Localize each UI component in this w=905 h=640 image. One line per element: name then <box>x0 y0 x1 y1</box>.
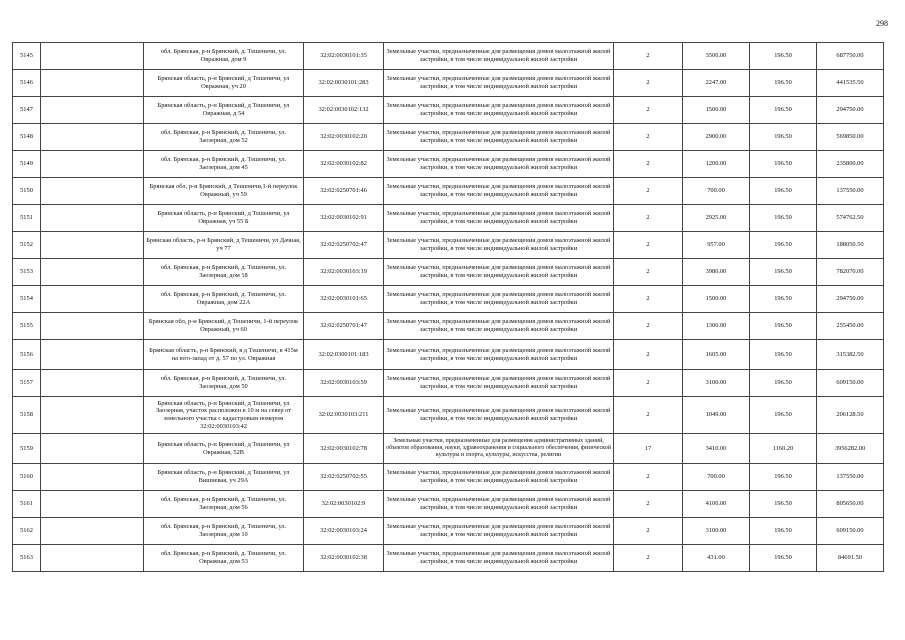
cadastral-value-cell: 84691.50 <box>817 545 884 572</box>
table-row <box>13 313 884 340</box>
address-cell: Брянская область, р-н Брянский, д Тешеничи, ул Вишневая, уч 29А <box>144 464 304 491</box>
cadastral-number-cell: 32:02:0030102:82 <box>304 151 384 178</box>
use-group-cell: 2 <box>614 97 683 124</box>
use-group-cell: 2 <box>614 70 683 97</box>
land-use-cell: Земельные участки, предназначенные для размещения домов малоэтажной жилой застройки, в том числе индивидуальной жилой застройки <box>384 340 614 370</box>
specific-value-cell: 196.50 <box>750 464 817 491</box>
table-row <box>13 232 884 259</box>
land-use-cell: Земельные участки, предназначенные для размещения домов малоэтажной жилой застройки, в том числе индивидуальной жилой застройки <box>384 232 614 259</box>
cadastral-value-cell: 294750.00 <box>817 286 884 313</box>
use-group-cell: 2 <box>614 43 683 70</box>
use-group-cell: 2 <box>614 518 683 545</box>
specific-value-cell: 196.50 <box>750 205 817 232</box>
land-use-cell: Земельные участки, предназначенные для размещения домов малоэтажной жилой застройки, в том числе индивидуальной жилой застройки <box>384 370 614 397</box>
specific-value-cell: 196.50 <box>750 491 817 518</box>
land-use-cell: Земельные участки, предназначенные для размещения домов малоэтажной жилой застройки, в том числе индивидуальной жилой застройки <box>384 286 614 313</box>
table-body <box>13 43 884 572</box>
record-number-cell: 5158 <box>13 397 41 434</box>
record-number-cell: 5149 <box>13 151 41 178</box>
specific-value-cell: 196.50 <box>750 70 817 97</box>
table-row <box>13 370 884 397</box>
table-row <box>13 286 884 313</box>
record-number-cell: 5145 <box>13 43 41 70</box>
land-use-cell: Земельные участки, предназначенные для размещения домов малоэтажной жилой застройки, в том числе индивидуальной жилой застройки <box>384 464 614 491</box>
use-group-cell: 2 <box>614 313 683 340</box>
record-number-cell: 5147 <box>13 97 41 124</box>
land-use-cell: Земельные участки, предназначенные для размещения домов малоэтажной жилой застройки, в том числе индивидуальной жилой застройки <box>384 259 614 286</box>
blank-cell <box>41 178 144 205</box>
address-cell: обл. Брянская, р-н Брянский, д. Тешеничи, ул. Заозерная, дом 18 <box>144 259 304 286</box>
table-row <box>13 70 884 97</box>
record-number-cell: 5150 <box>13 178 41 205</box>
area-cell: 3500.00 <box>683 43 750 70</box>
land-use-cell: Земельные участки, предназначенные для размещения домов малоэтажной жилой застройки, в том числе индивидуальной жилой застройки <box>384 313 614 340</box>
address-cell: Брянская область, р-н Брянский, д Тешеничи, ул Овражная, уч 20 <box>144 70 304 97</box>
use-group-cell: 2 <box>614 464 683 491</box>
area-cell: 1300.00 <box>683 313 750 340</box>
record-number-cell: 5160 <box>13 464 41 491</box>
cadastral-number-cell: 32:02:0250702:55 <box>304 464 384 491</box>
use-group-cell: 2 <box>614 340 683 370</box>
cadastral-value-cell: 235800.00 <box>817 151 884 178</box>
table-row <box>13 124 884 151</box>
area-cell: 957.00 <box>683 232 750 259</box>
table-row <box>13 518 884 545</box>
record-number-cell: 5151 <box>13 205 41 232</box>
blank-cell <box>41 464 144 491</box>
blank-cell <box>41 545 144 572</box>
table-row <box>13 340 884 370</box>
cadastral-value-cell: 137550.00 <box>817 464 884 491</box>
land-use-cell: Земельные участки, предназначенные для размещения домов малоэтажной жилой застройки, в том числе индивидуальной жилой застройки <box>384 518 614 545</box>
area-cell: 431.00 <box>683 545 750 572</box>
record-number-cell: 5155 <box>13 313 41 340</box>
specific-value-cell: 196.50 <box>750 340 817 370</box>
use-group-cell: 2 <box>614 397 683 434</box>
address-cell: обл. Брянская, р-н Брянский, д. Тешеничи, ул. Овражная, дом 22А <box>144 286 304 313</box>
cadastral-value-cell: 294750.00 <box>817 97 884 124</box>
blank-cell <box>41 43 144 70</box>
table-row <box>13 178 884 205</box>
land-use-cell: Земельные участки, предназначенные для размещения административных зданий, объектов образования, науки, здравоохранения и социального обеспечения, физической культуры и спорта, культуры, искусства, религии <box>384 434 614 464</box>
blank-cell <box>41 97 144 124</box>
blank-cell <box>41 491 144 518</box>
use-group-cell: 17 <box>614 434 683 464</box>
blank-cell <box>41 151 144 178</box>
table-row <box>13 97 884 124</box>
cadastral-number-cell: 32:02:0030103:211 <box>304 397 384 434</box>
cadastral-value-cell: 188050.50 <box>817 232 884 259</box>
cadastral-number-cell: 32:02:0250701:47 <box>304 313 384 340</box>
blank-cell <box>41 259 144 286</box>
cadastral-value-cell: 569850.00 <box>817 124 884 151</box>
cadastral-value-cell: 609150.00 <box>817 518 884 545</box>
area-cell: 700.00 <box>683 464 750 491</box>
land-use-cell: Земельные участки, предназначенные для размещения домов малоэтажной жилой застройки, в том числе индивидуальной жилой застройки <box>384 545 614 572</box>
area-cell: 700.00 <box>683 178 750 205</box>
cadastral-value-cell: 206128.50 <box>817 397 884 434</box>
blank-cell <box>41 205 144 232</box>
cadastral-value-cell: 441535.50 <box>817 70 884 97</box>
land-registry-table <box>12 42 884 572</box>
table-row <box>13 397 884 434</box>
land-use-cell: Земельные участки, предназначенные для размещения домов малоэтажной жилой застройки, в том числе индивидуальной жилой застройки <box>384 151 614 178</box>
cadastral-number-cell: 32:02:0030103:24 <box>304 518 384 545</box>
specific-value-cell: 196.50 <box>750 124 817 151</box>
blank-cell <box>41 313 144 340</box>
land-use-cell: Земельные участки, предназначенные для размещения домов малоэтажной жилой застройки, в том числе индивидуальной жилой застройки <box>384 70 614 97</box>
record-number-cell: 5146 <box>13 70 41 97</box>
specific-value-cell: 196.50 <box>750 178 817 205</box>
cadastral-value-cell: 609150.00 <box>817 370 884 397</box>
address-cell: Брянская область, р-н Брянский, д Тешеничи, ул Заозерная, участок расположен в 10 м на север от земельного участка с кадастровым номером 32:02:0030103:42 <box>144 397 304 434</box>
cadastral-value-cell: 805650.00 <box>817 491 884 518</box>
use-group-cell: 2 <box>614 178 683 205</box>
address-cell: Брянская область, р-н Брянский, в д Тешеничи, в 415м на юго-запад от д. 57 по ул. Овражная <box>144 340 304 370</box>
cadastral-number-cell: 32:02:0030102:38 <box>304 545 384 572</box>
blank-cell <box>41 518 144 545</box>
table-row <box>13 151 884 178</box>
cadastral-number-cell: 32:02:0030102:78 <box>304 434 384 464</box>
blank-cell <box>41 286 144 313</box>
specific-value-cell: 196.50 <box>750 151 817 178</box>
cadastral-number-cell: 32:02:0030101:283 <box>304 70 384 97</box>
use-group-cell: 2 <box>614 259 683 286</box>
cadastral-value-cell: 782070.00 <box>817 259 884 286</box>
table-row <box>13 464 884 491</box>
cadastral-number-cell: 32:02:0030101:65 <box>304 286 384 313</box>
address-cell: Брянская обл, р-н Брянский, д Тешеничи, 1-й переулок Овражный, уч 60 <box>144 313 304 340</box>
cadastral-number-cell: 32:02:0030101:35 <box>304 43 384 70</box>
use-group-cell: 2 <box>614 124 683 151</box>
address-cell: обл. Брянская, р-н Брянский, д. Тешеничи, ул. Заозерная, дом 56 <box>144 491 304 518</box>
specific-value-cell: 196.50 <box>750 286 817 313</box>
specific-value-cell: 196.50 <box>750 545 817 572</box>
table-row <box>13 434 884 464</box>
specific-value-cell: 196.50 <box>750 43 817 70</box>
address-cell: обл. Брянская, р-н Брянский, д. Тешеничи, ул. Заозерная, дом 50 <box>144 370 304 397</box>
record-number-cell: 5162 <box>13 518 41 545</box>
table-row <box>13 491 884 518</box>
cadastral-number-cell: 32:02:0250702:47 <box>304 232 384 259</box>
cadastral-number-cell: 32:02:0030102:20 <box>304 124 384 151</box>
area-cell: 3980.00 <box>683 259 750 286</box>
area-cell: 2247.00 <box>683 70 750 97</box>
table-row <box>13 205 884 232</box>
area-cell: 2925.00 <box>683 205 750 232</box>
specific-value-cell: 196.50 <box>750 313 817 340</box>
blank-cell <box>41 232 144 259</box>
cadastral-value-cell: 687750.00 <box>817 43 884 70</box>
record-number-cell: 5159 <box>13 434 41 464</box>
area-cell: 4100.00 <box>683 491 750 518</box>
record-number-cell: 5153 <box>13 259 41 286</box>
table-row <box>13 545 884 572</box>
use-group-cell: 2 <box>614 286 683 313</box>
land-use-cell: Земельные участки, предназначенные для размещения домов малоэтажной жилой застройки, в том числе индивидуальной жилой застройки <box>384 97 614 124</box>
table-row <box>13 43 884 70</box>
cadastral-number-cell: 32:02:0030103:59 <box>304 370 384 397</box>
blank-cell <box>41 434 144 464</box>
cadastral-number-cell: 32:02:0030103:19 <box>304 259 384 286</box>
address-cell: Брянская область, р-н Брянский, д Тешеничи, ул Овражная, уч 55 Б <box>144 205 304 232</box>
address-cell: обл. Брянская, р-н Брянский, д. Тешеничи, ул. Заозерная, дом 52 <box>144 124 304 151</box>
address-cell: Брянская область, р-н Брянский, д Тешеничи, ул Овражная, 52В <box>144 434 304 464</box>
specific-value-cell: 196.50 <box>750 397 817 434</box>
record-number-cell: 5148 <box>13 124 41 151</box>
land-use-cell: Земельные участки, предназначенные для размещения домов малоэтажной жилой застройки, в том числе индивидуальной жилой застройки <box>384 397 614 434</box>
specific-value-cell: 1160.20 <box>750 434 817 464</box>
use-group-cell: 2 <box>614 491 683 518</box>
area-cell: 1049.00 <box>683 397 750 434</box>
record-number-cell: 5163 <box>13 545 41 572</box>
cadastral-value-cell: 137550.00 <box>817 178 884 205</box>
land-use-cell: Земельные участки, предназначенные для размещения домов малоэтажной жилой застройки, в том числе индивидуальной жилой застройки <box>384 178 614 205</box>
address-cell: обл. Брянская, р-н Брянский, д. Тешеничи, ул. Заозерная, дом 10 <box>144 518 304 545</box>
use-group-cell: 2 <box>614 370 683 397</box>
record-number-cell: 5161 <box>13 491 41 518</box>
address-cell: обл. Брянская, р-н Брянский, д. Тешеничи, ул. Заозерная, дом 45 <box>144 151 304 178</box>
record-number-cell: 5157 <box>13 370 41 397</box>
address-cell: обл. Брянская, р-н Брянский, д. Тешеничи, ул. Овражная, дом 9 <box>144 43 304 70</box>
record-number-cell: 5152 <box>13 232 41 259</box>
blank-cell <box>41 70 144 97</box>
area-cell: 1605.00 <box>683 340 750 370</box>
use-group-cell: 2 <box>614 205 683 232</box>
area-cell: 2900.00 <box>683 124 750 151</box>
area-cell: 3100.00 <box>683 518 750 545</box>
blank-cell <box>41 370 144 397</box>
record-number-cell: 5154 <box>13 286 41 313</box>
address-cell: Брянская обл, р-н Брянский, д Тешеничи,1-й переулок Овражный, уч 59 <box>144 178 304 205</box>
cadastral-value-cell: 315382.50 <box>817 340 884 370</box>
area-cell: 1500.00 <box>683 286 750 313</box>
land-use-cell: Земельные участки, предназначенные для размещения домов малоэтажной жилой застройки, в том числе индивидуальной жилой застройки <box>384 43 614 70</box>
use-group-cell: 2 <box>614 151 683 178</box>
specific-value-cell: 196.50 <box>750 370 817 397</box>
cadastral-number-cell: 32:02:0030102:9 <box>304 491 384 518</box>
address-cell: Брянская область, р-н Брянский, д Тешеничи, ул Овражная, д 54 <box>144 97 304 124</box>
cadastral-number-cell: 32:02:0030102:132 <box>304 97 384 124</box>
blank-cell <box>41 340 144 370</box>
blank-cell <box>41 124 144 151</box>
land-use-cell: Земельные участки, предназначенные для размещения домов малоэтажной жилой застройки, в том числе индивидуальной жилой застройки <box>384 491 614 518</box>
use-group-cell: 2 <box>614 545 683 572</box>
record-number-cell: 5156 <box>13 340 41 370</box>
use-group-cell: 2 <box>614 232 683 259</box>
cadastral-value-cell: 574762.50 <box>817 205 884 232</box>
land-use-cell: Земельные участки, предназначенные для размещения домов малоэтажной жилой застройки, в том числе индивидуальной жилой застройки <box>384 124 614 151</box>
specific-value-cell: 196.50 <box>750 518 817 545</box>
cadastral-number-cell: 32:02:0030102:91 <box>304 205 384 232</box>
cadastral-number-cell: 32:02:0250701:46 <box>304 178 384 205</box>
specific-value-cell: 196.50 <box>750 259 817 286</box>
area-cell: 1200.00 <box>683 151 750 178</box>
cadastral-number-cell: 32:02:0300101:183 <box>304 340 384 370</box>
land-use-cell: Земельные участки, предназначенные для размещения домов малоэтажной жилой застройки, в том числе индивидуальной жилой застройки <box>384 205 614 232</box>
specific-value-cell: 196.50 <box>750 97 817 124</box>
area-cell: 1500.00 <box>683 97 750 124</box>
cadastral-value-cell: 3956282.00 <box>817 434 884 464</box>
address-cell: обл. Брянская, р-н Брянский, д. Тешеничи, ул. Овражная, дом 53 <box>144 545 304 572</box>
specific-value-cell: 196.50 <box>750 232 817 259</box>
table-row <box>13 259 884 286</box>
area-cell: 3100.00 <box>683 370 750 397</box>
address-cell: Брянская область, р-н Брянский, д Тешеничи, ул Дачная, уч 77 <box>144 232 304 259</box>
cadastral-value-cell: 255450.00 <box>817 313 884 340</box>
blank-cell <box>41 397 144 434</box>
page-number: 298 <box>876 19 888 28</box>
area-cell: 3410.00 <box>683 434 750 464</box>
